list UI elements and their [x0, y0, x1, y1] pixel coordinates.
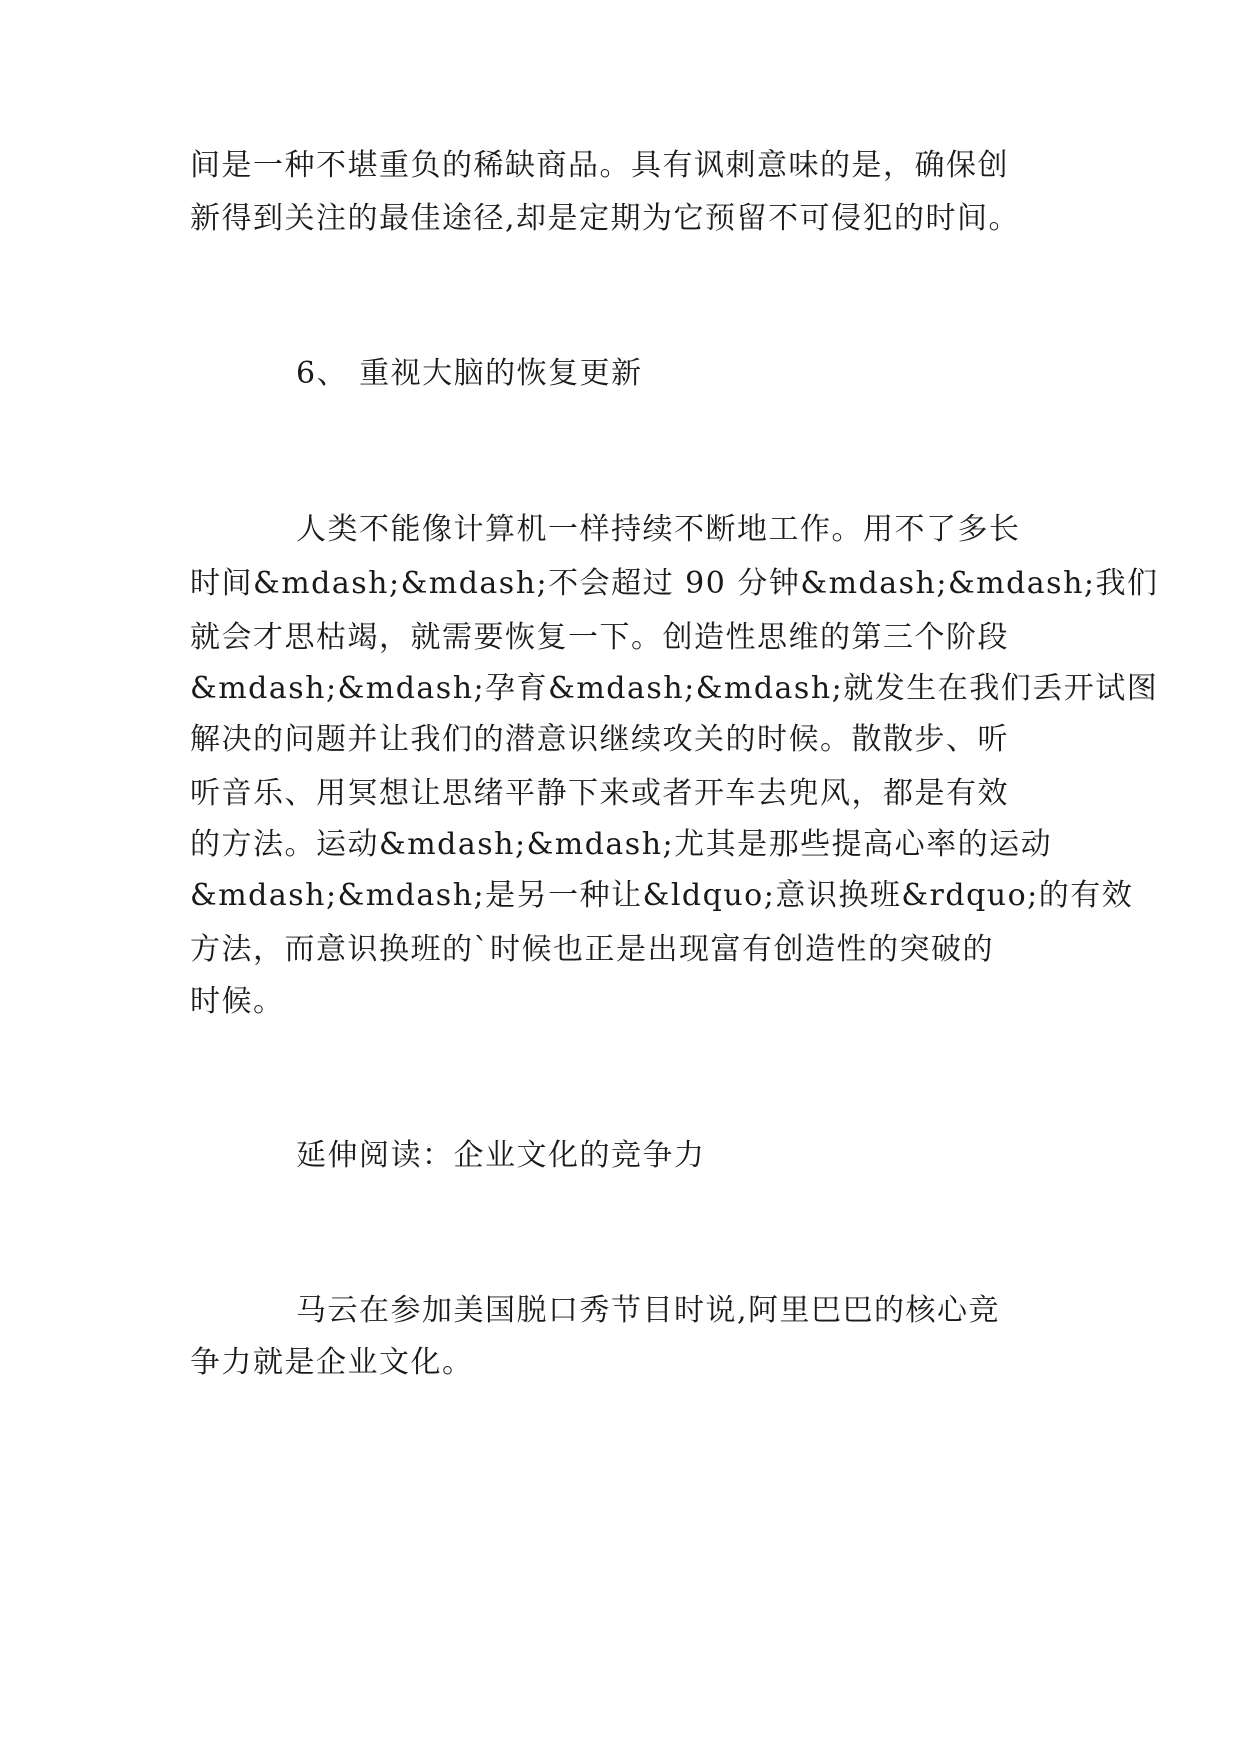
- text-line: 马云在参加美国脱口秀节目时说,阿里巴巴的核心竞: [296, 1293, 1001, 1328]
- text-line: 时间&mdash;&mdash;不会超过 90 分钟&mdash;&mdash;我们: [190, 566, 1159, 601]
- text-line: 的方法。运动&mdash;&mdash;尤其是那些提高心率的运动: [190, 827, 1053, 862]
- text-line: 争力就是企业文化。: [190, 1345, 474, 1380]
- text-line: 时候。: [190, 984, 285, 1019]
- text-line: 间是一种不堪重负的稀缺商品。具有讽刺意味的是，确保创: [190, 148, 1009, 183]
- text-line: 解决的问题并让我们的潜意识继续攻关的时候。散散步、听: [190, 722, 1009, 757]
- text-line: 方法，而意识换班的`时候也正是出现富有创造性的突破的: [190, 932, 994, 967]
- text-line: 人类不能像计算机一样持续不断地工作。用不了多长: [296, 512, 1021, 547]
- section-heading: 延伸阅读：企业文化的竞争力: [296, 1138, 706, 1173]
- section-heading: 6、 重视大脑的恢复更新: [296, 356, 643, 391]
- text-line: 就会才思枯竭，就需要恢复一下。创造性思维的第三个阶段: [190, 620, 1009, 655]
- text-line: &mdash;&mdash;孕育&mdash;&mdash;就发生在我们丢开试图: [190, 671, 1159, 706]
- text-line: 听音乐、用冥想让思绪平静下来或者开车去兜风，都是有效: [190, 776, 1009, 811]
- text-line: &mdash;&mdash;是另一种让&ldquo;意识换班&rdquo;的有效: [190, 878, 1134, 913]
- text-line: 新得到关注的最佳途径,却是定期为它预留不可侵犯的时间。: [190, 201, 1021, 236]
